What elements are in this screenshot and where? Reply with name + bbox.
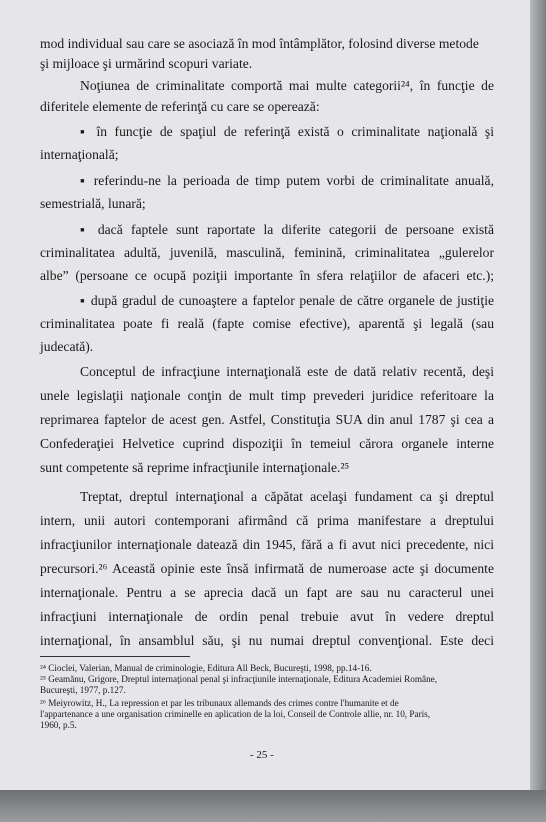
text-line: internaţională; bbox=[40, 147, 119, 162]
page-number: - 25 - bbox=[250, 749, 274, 761]
text-line: Treptat, dreptul internaţional a căpătat acelaşi fundament ca şi dreptul bbox=[80, 489, 494, 504]
text-line: unele legislaţii naţionale conţin de mult timp prevederi juridice referitoare la bbox=[40, 388, 494, 403]
text-line: internaţionale. Pentru a se aprecia dacă un fapt are sau nu caracterul unei bbox=[40, 585, 494, 600]
text-line: Conceptul de infracţiune internaţională este de dată relativ recentă, deşi bbox=[80, 364, 494, 379]
text-line: reprimarea faptelor de acest gen. Astfel, Constituţia SUA din anul 1787 şi cea a bbox=[40, 412, 494, 427]
text-line: criminalitatea poate fi reală (fapte comise efective), aparentă şi legală (sau bbox=[40, 316, 494, 331]
footnote: l'appartenance a une organisation criminelle en aplication de la loi, Conseil de Controle allie, nr. 10, Paris, bbox=[40, 709, 431, 719]
footnote: ²⁶ Meiyrowitz, H., La repression et par les tribunaux allemands des crimes contre l'humanite et de bbox=[40, 698, 399, 708]
page-shadow bbox=[0, 790, 546, 822]
text-line: internaţional, în ansamblul său, şi nu numai dreptul convenţional. Este deci bbox=[40, 633, 494, 648]
text-line: şi mijloace şi urmărind scopuri variate. bbox=[40, 56, 253, 71]
list-item: ▪ referindu-ne la perioada de timp putem vorbi de criminalitate anuală, bbox=[80, 173, 494, 188]
text-line: judecată). bbox=[40, 339, 94, 354]
list-item: ▪ după gradul de cunoaştere a faptelor penale de către organele de justiţie bbox=[80, 293, 494, 308]
list-item: ▪ dacă faptele sunt raportate la diferite categorii de persoane există bbox=[80, 222, 494, 237]
footnote: Bucureşti, 1977, p.127. bbox=[40, 685, 126, 695]
text-line: diferitele elemente de referinţă cu care se operează: bbox=[40, 99, 320, 114]
footnote-divider bbox=[40, 656, 190, 657]
text-line: criminalitatea adultă, juvenilă, masculină, feminină, criminalitatea „gulerelor bbox=[40, 245, 494, 260]
page-edge bbox=[530, 0, 546, 790]
text-line: precursori.²⁶ Această opinie este însă infirmată de numeroase acte şi documente bbox=[40, 561, 494, 576]
text-line: infracţiuni internaţionale de ordin penal trebuie avut în vedere dreptul bbox=[40, 609, 494, 624]
footnote: 1960, p.5. bbox=[40, 720, 77, 730]
footnote: ²⁵ Geamănu, Grigore, Dreptul internaţional penal şi infracţiunile internaţionale, Editura Academiei Române, bbox=[40, 674, 438, 684]
text-line: Noţiunea de criminalitate comportă mai multe categorii²⁴, în funcţie de bbox=[80, 78, 494, 93]
text-line: Confederaţiei Helvetice cuprind dispoziţii în temeiul cărora organele interne bbox=[40, 436, 494, 451]
footnote: ²⁴ Cioclei, Valerian, Manual de criminologie, Editura All Beck, Bucureşti, 1998, pp.14-16. bbox=[40, 663, 372, 673]
text-line: infracţiunilor internaţionale datează din 1945, fără a fi avut nici precedente, nici bbox=[40, 537, 494, 552]
list-item: ▪ în funcţie de spaţiul de referinţă există o criminalitate naţională şi bbox=[80, 124, 494, 139]
text-line: sunt competente să reprime infracţiunile internaţionale.²⁵ bbox=[40, 460, 350, 475]
text-line: mod individual sau care se asociază în mod întâmplător, folosind diverse metode bbox=[40, 36, 479, 51]
text-line: albe” (persoane ce ocupă poziţii importante în sfera relaţiilor de afaceri etc.); bbox=[40, 268, 494, 283]
text-line: intern, unii autori contemporani afirmând că prima manifestare a dreptului bbox=[40, 513, 494, 528]
text-line: semestrială, lunară; bbox=[40, 196, 146, 211]
